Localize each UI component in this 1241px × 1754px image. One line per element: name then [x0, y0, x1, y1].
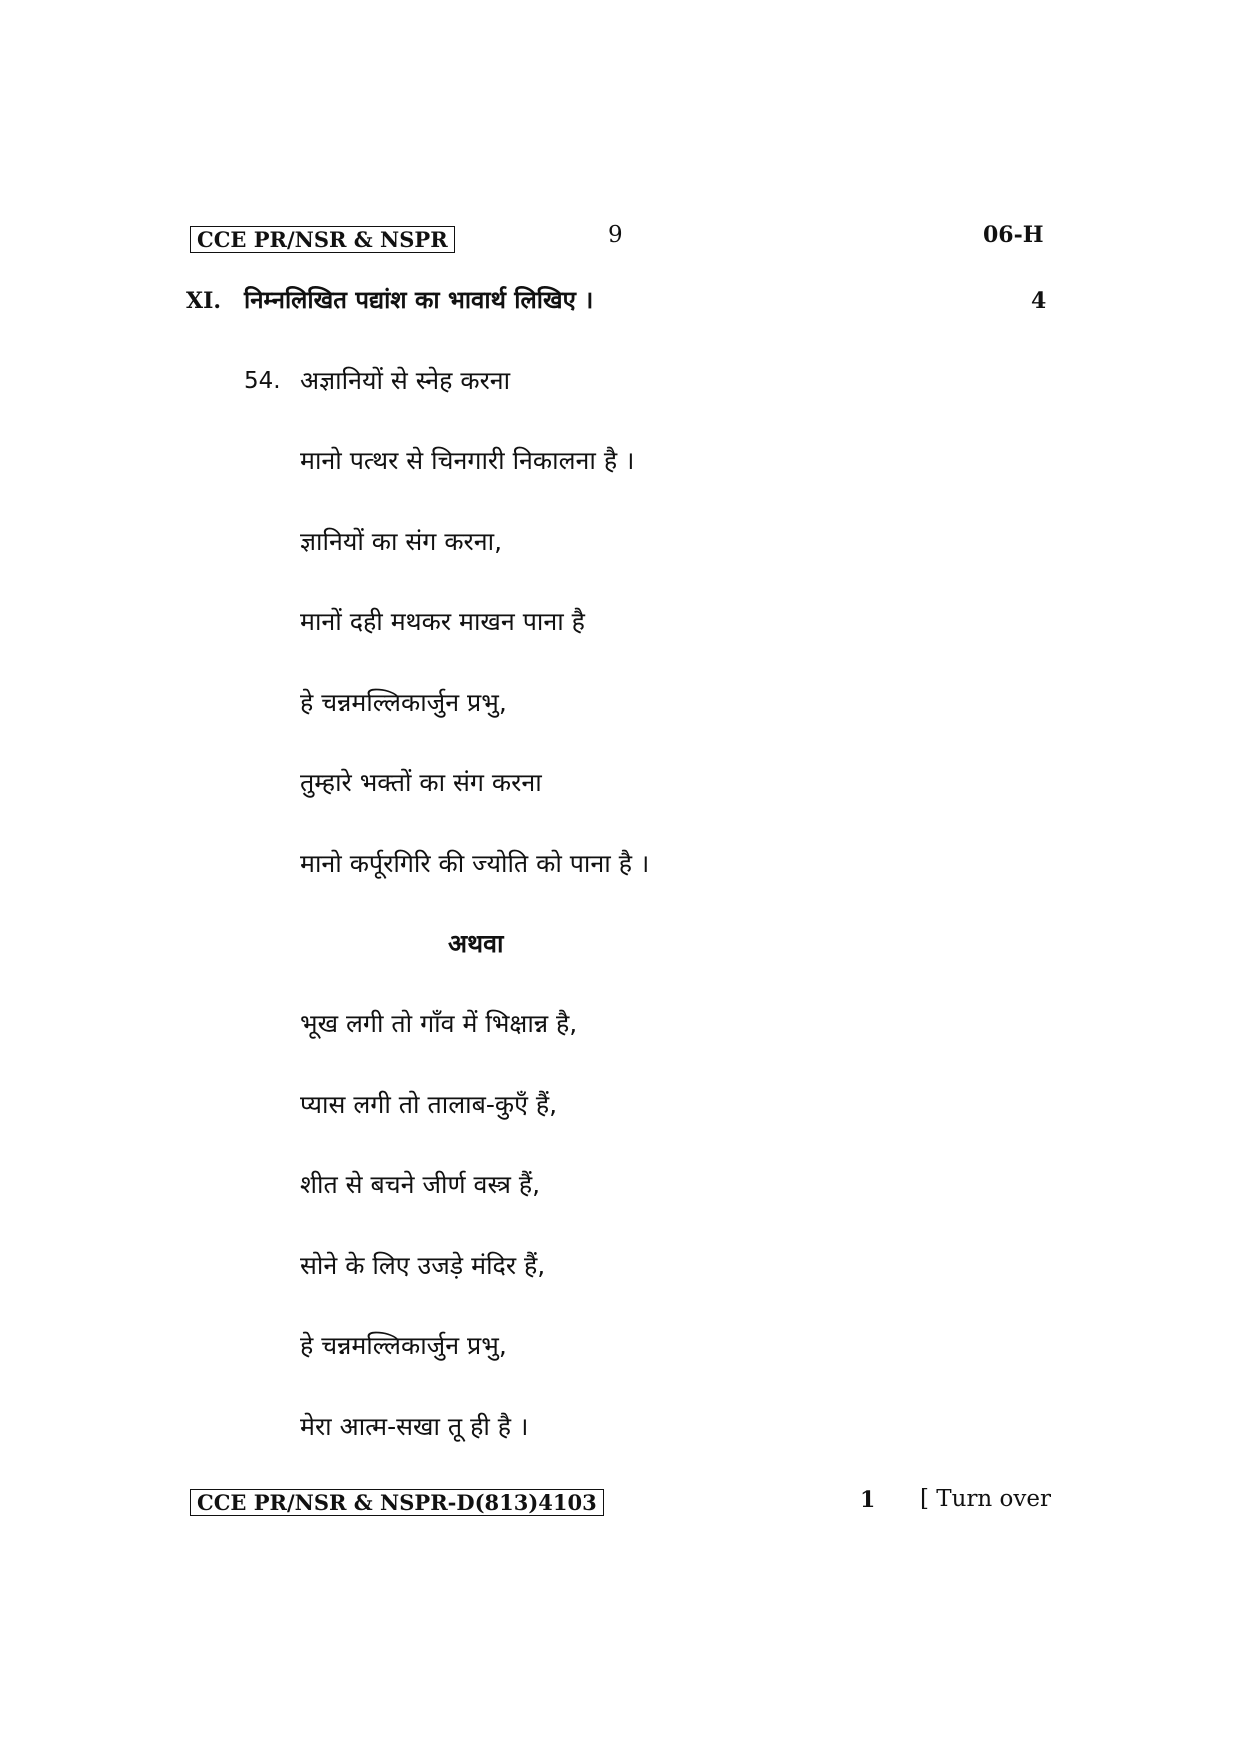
poem-line: मेरा आत्म-सखा तू ही है । — [300, 1412, 529, 1441]
poem-line: अज्ञानियों से स्नेह करना — [300, 366, 511, 395]
paper-code: 06-H — [983, 222, 1044, 248]
question-roman-number: XI. — [186, 288, 222, 314]
poem-line: मानो कर्पूरगिरि की ज्योति को पाना है । — [300, 849, 650, 878]
question-instruction: निम्नलिखित पद्यांश का भावार्थ लिखिए । — [244, 286, 594, 314]
question-marks: 4 — [1031, 288, 1047, 314]
poem-line: हे चन्नमल्लिकार्जुन प्रभु, — [300, 1331, 507, 1360]
footer-code-box: CCE PR/NSR & NSPR-D(813)4103 — [190, 1489, 604, 1516]
poem-line: सोने के लिए उजड़े मंदिर हैं, — [300, 1251, 546, 1280]
poem-line: मानो पत्थर से चिनगारी निकालना है । — [300, 446, 635, 475]
sheet-number: 1 — [860, 1487, 876, 1513]
poem-line: तुम्हारे भक्तों का संग करना — [300, 768, 542, 797]
poem-line: ज्ञानियों का संग करना, — [300, 527, 503, 556]
poem-line: शीत से बचने जीर्ण वस्त्र हैं, — [300, 1170, 541, 1199]
poem-line: भूख लगी तो गाँव में भिक्षान्न है, — [300, 1009, 578, 1038]
poem-line: हे चन्नमल्लिकार्जुन प्रभु, — [300, 688, 507, 717]
or-separator: अथवा — [448, 929, 504, 958]
header-code-box: CCE PR/NSR & NSPR — [190, 226, 455, 253]
poem-line: मानों दही मथकर माखन पाना है — [300, 607, 585, 636]
turn-over-note: [ Turn over — [920, 1486, 1052, 1512]
poem-line: प्यास लगी तो तालाब-कुएँ हैं, — [300, 1090, 558, 1119]
item-number: 54. — [244, 368, 281, 394]
page-number: 9 — [608, 222, 623, 248]
